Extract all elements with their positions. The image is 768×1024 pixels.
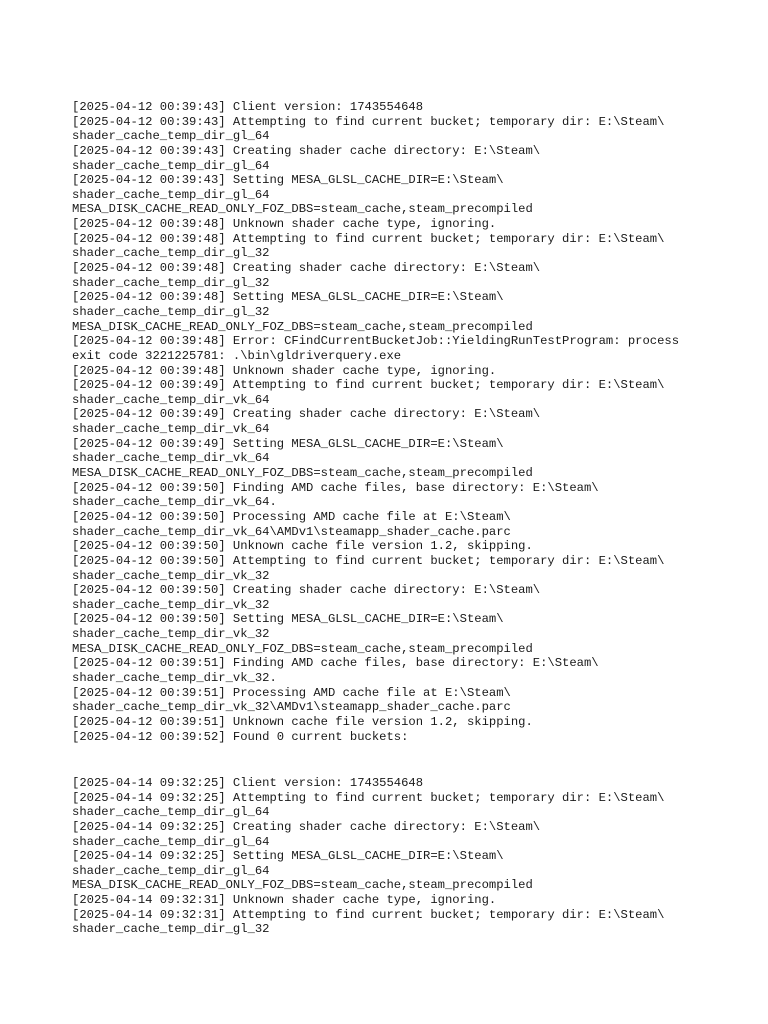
- log-line: shader_cache_temp_dir_vk_64: [72, 392, 270, 407]
- log-line: [2025-04-12 00:39:48] Attempting to find current bucket; temporary dir: E:\Steam\: [72, 231, 665, 246]
- log-line: [2025-04-12 00:39:48] Creating shader cache directory: E:\Steam\: [72, 261, 541, 276]
- log-line: [2025-04-14 09:32:25] Setting MESA_GLSL_CACHE_DIR=E:\Steam\: [72, 849, 504, 864]
- log-line: MESA_DISK_CACHE_READ_ONLY_FOZ_DBS=steam_cache,steam_precompiled: [72, 319, 533, 334]
- log-line: [2025-04-12 00:39:49] Attempting to find current bucket; temporary dir: E:\Steam\: [72, 378, 665, 393]
- log-line: [2025-04-12 00:39:48] Unknown shader cache type, ignoring.: [72, 217, 497, 232]
- log-line: MESA_DISK_CACHE_READ_ONLY_FOZ_DBS=steam_cache,steam_precompiled: [72, 641, 533, 656]
- log-line: shader_cache_temp_dir_gl_64: [72, 863, 270, 878]
- log-line: shader_cache_temp_dir_vk_32: [72, 597, 270, 612]
- log-line: shader_cache_temp_dir_vk_64.: [72, 495, 277, 510]
- log-line: [2025-04-12 00:39:43] Attempting to find current bucket; temporary dir: E:\Steam\: [72, 114, 665, 129]
- log-line: [2025-04-14 09:32:31] Unknown shader cache type, ignoring.: [72, 893, 497, 908]
- log-line: [2025-04-12 00:39:51] Unknown cache file version 1.2, skipping.: [72, 714, 533, 729]
- log-line: shader_cache_temp_dir_gl_64: [72, 805, 270, 820]
- log-line: shader_cache_temp_dir_vk_64: [72, 422, 270, 437]
- log-line: shader_cache_temp_dir_vk_32: [72, 568, 270, 583]
- log-line: shader_cache_temp_dir_gl_32: [72, 275, 270, 290]
- log-line: [2025-04-12 00:39:50] Finding AMD cache files, base directory: E:\Steam\: [72, 480, 599, 495]
- log-line: MESA_DISK_CACHE_READ_ONLY_FOZ_DBS=steam_cache,steam_precompiled: [72, 878, 533, 893]
- log-line: shader_cache_temp_dir_gl_32: [72, 246, 270, 261]
- log-line: [2025-04-12 00:39:49] Creating shader cache directory: E:\Steam\: [72, 407, 541, 422]
- log-line: shader_cache_temp_dir_vk_64\AMDv1\steamapp_shader_cache.parc: [72, 524, 511, 539]
- log-line: [2025-04-12 00:39:43] Client version: 1743554648: [72, 100, 424, 114]
- log-line: shader_cache_temp_dir_vk_32\AMDv1\steamapp_shader_cache.parc: [72, 700, 511, 715]
- log-section-2: [72, 776, 712, 937]
- log-line: [2025-04-12 00:39:48] Setting MESA_GLSL_CACHE_DIR=E:\Steam\: [72, 290, 504, 305]
- log-section-1: [72, 100, 712, 744]
- log-line: MESA_DISK_CACHE_READ_ONLY_FOZ_DBS=steam_cache,steam_precompiled: [72, 466, 533, 481]
- log-line: shader_cache_temp_dir_gl_64: [72, 187, 270, 202]
- log-line: MESA_DISK_CACHE_READ_ONLY_FOZ_DBS=steam_cache,steam_precompiled: [72, 202, 533, 217]
- log-line: [2025-04-12 00:39:43] Creating shader cache directory: E:\Steam\: [72, 143, 541, 158]
- log-line: [2025-04-12 00:39:50] Unknown cache file version 1.2, skipping.: [72, 539, 533, 554]
- log-line: [2025-04-12 00:39:50] Setting MESA_GLSL_CACHE_DIR=E:\Steam\: [72, 612, 504, 627]
- log-line: shader_cache_temp_dir_gl_32: [72, 922, 270, 937]
- log-line: [2025-04-14 09:32:31] Attempting to find current bucket; temporary dir: E:\Steam\: [72, 907, 665, 922]
- log-line: [2025-04-12 00:39:51] Processing AMD cache file at E:\Steam\: [72, 685, 511, 700]
- log-line: [2025-04-14 09:32:25] Creating shader cache directory: E:\Steam\: [72, 819, 541, 834]
- log-line: shader_cache_temp_dir_gl_64: [72, 834, 270, 849]
- log-line: [2025-04-12 00:39:43] Setting MESA_GLSL_CACHE_DIR=E:\Steam\: [72, 173, 504, 188]
- log-line: [2025-04-14 09:32:25] Attempting to find current bucket; temporary dir: E:\Steam\: [72, 790, 665, 805]
- log-line: shader_cache_temp_dir_gl_64: [72, 129, 270, 144]
- log-line: [2025-04-12 00:39:50] Attempting to find current bucket; temporary dir: E:\Steam\: [72, 553, 665, 568]
- log-line: [2025-04-14 09:32:25] Client version: 1743554648: [72, 776, 424, 790]
- log-line: [2025-04-12 00:39:49] Setting MESA_GLSL_CACHE_DIR=E:\Steam\: [72, 436, 504, 451]
- log-line: [2025-04-12 00:39:50] Processing AMD cache file at E:\Steam\: [72, 509, 511, 524]
- log-line: shader_cache_temp_dir_gl_64: [72, 158, 270, 173]
- log-line: shader_cache_temp_dir_vk_64: [72, 451, 270, 466]
- log-line: [2025-04-12 00:39:52] Found 0 current buckets:: [72, 729, 409, 744]
- log-line: exit code 3221225781: .\bin\gldriverquery.exe: [72, 348, 402, 363]
- log-line: [2025-04-12 00:39:50] Creating shader cache directory: E:\Steam\: [72, 583, 541, 598]
- log-line: [2025-04-12 00:39:51] Finding AMD cache files, base directory: E:\Steam\: [72, 656, 599, 671]
- log-line: shader_cache_temp_dir_vk_32: [72, 627, 270, 642]
- log-line: [2025-04-12 00:39:48] Error: CFindCurrentBucketJob::YieldingRunTestProgram: process: [72, 334, 680, 349]
- log-line: shader_cache_temp_dir_vk_32.: [72, 670, 277, 685]
- log-line: shader_cache_temp_dir_gl_32: [72, 304, 270, 319]
- log-line: [2025-04-12 00:39:48] Unknown shader cache type, ignoring.: [72, 363, 497, 378]
